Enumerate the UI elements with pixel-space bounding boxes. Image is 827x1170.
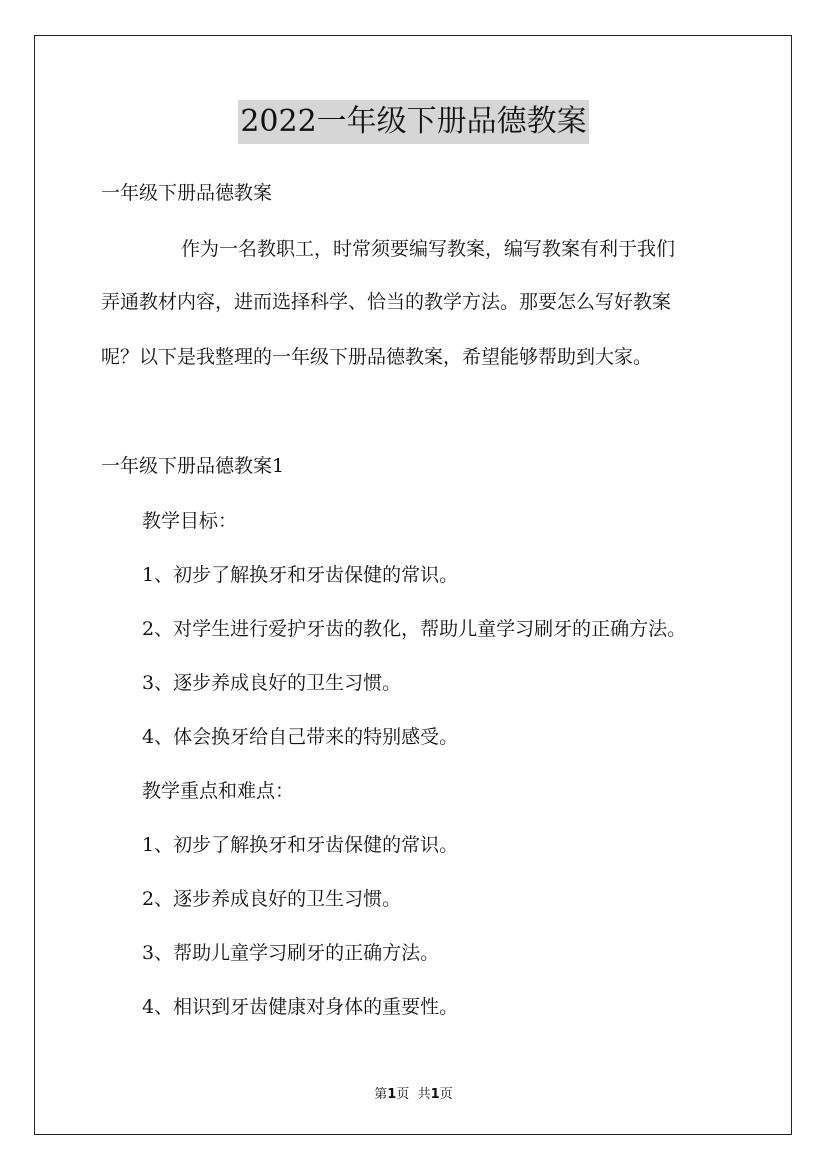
intro-line-2: 弄通教材内容，进而选择科学、恰当的教学方法。那要怎么写好教案	[101, 291, 672, 313]
intro-line-3: 呢？以下是我整理的一年级下册品德教案，希望能够帮助到大家。	[101, 346, 653, 368]
goal-item-4: 4、体会换牙给自己带来的特别感受。	[142, 726, 459, 748]
key-point-item-3: 3、帮助儿童学习刷牙的正确方法。	[142, 942, 440, 964]
page-footer	[0, 1083, 827, 1102]
goal-item-1: 1、初步了解换牙和牙齿保健的常识。	[142, 564, 459, 586]
footer-total-number: 1	[430, 1087, 440, 1102]
goals-heading: 教学目标：	[142, 510, 238, 532]
goal-item-3: 3、逐步养成良好的卫生习惯。	[142, 672, 402, 694]
footer-total-suffix: 页	[439, 1087, 453, 1102]
key-point-item-4: 4、相识到牙齿健康对身体的重要性。	[142, 996, 459, 1018]
title-container	[0, 100, 827, 144]
footer-page-prefix: 第	[374, 1087, 388, 1102]
document-subtitle: 一年级下册品德教案	[101, 182, 273, 204]
footer-page-number: 1	[387, 1087, 397, 1102]
goal-item-2: 2、对学生进行爱护牙齿的教化，帮助儿童学习刷牙的正确方法。	[142, 618, 687, 640]
section-title: 一年级下册品德教案1	[101, 455, 285, 477]
footer-total-prefix: 共	[417, 1087, 431, 1102]
footer-page-suffix: 页	[396, 1087, 410, 1102]
document-title: 2022一年级下册品德教案	[238, 100, 588, 144]
intro-line-1: 作为一名教职工，时常须要编写教案，编写教案有利于我们	[181, 238, 676, 260]
key-points-heading: 教学重点和难点：	[142, 780, 295, 802]
key-point-item-1: 1、初步了解换牙和牙齿保健的常识。	[142, 834, 459, 856]
key-point-item-2: 2、逐步养成良好的卫生习惯。	[142, 888, 402, 910]
